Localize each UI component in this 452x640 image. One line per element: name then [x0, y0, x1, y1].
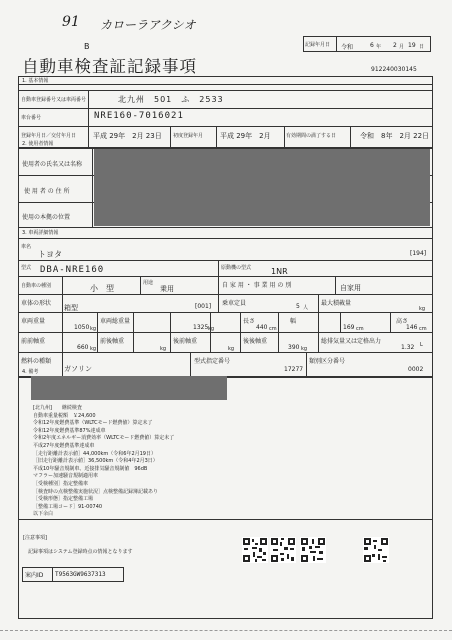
max-load-unit: kg [419, 306, 426, 312]
capacity-label: 乗車定員 [222, 300, 247, 307]
remark-line: 自動車重量税額 ￥24,600 [33, 412, 96, 419]
first-year-label: 初度登録年月 [173, 133, 204, 139]
remark-line: ［検査時の点検整備実施状況］点検整備記録簿記載あり [33, 488, 159, 495]
handwritten-car-name: カローラアクシオ [100, 18, 196, 32]
front-front-axle-value: 660 [77, 344, 89, 351]
remark-line: マフラー加速騒音規制適用車 [33, 473, 99, 480]
notice-text: 記録事項はシステム登録時点の情報となります [28, 549, 133, 555]
form-letter: B [84, 42, 90, 51]
case-id-value: T9563GW9637313 [55, 571, 106, 578]
fuel-type-value: ガソリン [64, 365, 92, 373]
section3-heading: 3. 車両詳細情報 [22, 230, 59, 236]
base-location-label: 使用の本拠の位置 [22, 214, 71, 221]
use-value: 乗用 [160, 285, 174, 293]
handwritten-number: 91 [62, 14, 80, 30]
height-value: 146 [406, 324, 418, 331]
remark-line: ［整備工場コード］91-00740 [33, 503, 103, 510]
first-reg-value: 平成 29年 2月 23日 [93, 132, 162, 140]
fuel-type-label: 燃料の種類 [21, 358, 52, 365]
remark-line: 平成27年度燃費基準達成車 [33, 442, 95, 449]
gross-weight-unit: kg [208, 326, 215, 332]
gross-weight-value: 1325 [193, 324, 209, 331]
document-number: 912240030145 [371, 66, 417, 73]
case-id-label: 案内ID [25, 572, 44, 579]
body-shape-value: 箱型 [64, 304, 78, 312]
section1-heading: 1. 基本情報 [22, 78, 49, 84]
chassis-value: NRE160-7016021 [94, 111, 184, 121]
width-unit: cm [356, 326, 364, 332]
front-rear-axle-label: 前後軸重 [100, 338, 125, 345]
displacement-unit: L [420, 342, 423, 348]
reg-number-label: 自動車登録番号又は車両番号 [21, 97, 87, 103]
first-year-value: 平成 29年 2月 [220, 132, 271, 140]
width-value: 169 [343, 324, 355, 331]
height-label: 高さ [396, 318, 409, 325]
body-shape-code: [001] [195, 303, 212, 310]
type-approval-value: 17277 [284, 366, 304, 373]
remarks-redaction [31, 376, 227, 400]
maker-code: [194] [410, 250, 427, 257]
remark-line: 令和12年度燃費基準（WLTCモード燃費値）算定未了 [33, 420, 153, 427]
issued-year-unit: 年 [376, 44, 382, 50]
issued-month: 2 [393, 42, 397, 49]
front-rear-axle-unit: kg [160, 346, 167, 352]
capacity-value: 5 [296, 303, 300, 310]
displacement-label: 総排気量又は定格出力 [321, 338, 382, 345]
model-value: DBA-NRE160 [40, 265, 105, 275]
rear-front-axle-label: 後前軸重 [173, 338, 198, 345]
user-name-label: 使用者の氏名又は名称 [22, 161, 83, 168]
rear-rear-axle-unit: kg [301, 346, 308, 352]
rear-rear-axle-value: 390 [288, 344, 300, 351]
remark-line: [北九州] 継続検査 [33, 405, 82, 411]
issued-era: 令和 [341, 44, 354, 51]
section4-heading: 4. 備考 [22, 369, 39, 375]
qr-code-icon [300, 537, 326, 563]
notice-heading: [注意事項] [23, 535, 47, 541]
use-label: 用途 [143, 280, 154, 286]
weight-unit: kg [90, 326, 97, 332]
private-business-value: 自家用 [340, 284, 361, 292]
width-label: 幅 [290, 318, 297, 325]
engine-value: 1NR [271, 267, 288, 276]
remark-line: 以下余白 [33, 511, 54, 518]
remark-line: 令和2年度エネルギー消費効率（WLTCモード燃費値）算定未了 [33, 435, 175, 442]
issued-year: 6 [370, 42, 374, 49]
expiry-label: 有効期間の満了する日 [286, 133, 337, 139]
remark-line: 令和12年度燃費基準87%達成車 [33, 427, 106, 434]
remark-line: ［旧走行距離計表示値］36,500km（令和4年2月3日） [33, 458, 158, 465]
length-label: 長さ [243, 318, 256, 325]
weight-value: 1050 [74, 324, 90, 331]
section2-heading: 2. 使用者情報 [22, 141, 54, 147]
rear-front-axle-unit: kg [228, 346, 235, 352]
perforation-line [0, 630, 452, 631]
maker-label: 車名 [21, 244, 32, 250]
weight-label: 車両重量 [21, 318, 46, 325]
issued-day: 19 [408, 42, 416, 49]
remark-line: ［走行距離計表示値］44,000km（令和6年2月19日） [33, 450, 156, 457]
expiry-value: 令和 8年 2月 22日 [360, 132, 430, 140]
user-address-label: 使 用 者 の 住 所 [24, 188, 70, 195]
body-shape-label: 車体の形状 [21, 300, 52, 307]
qr-code-icon [242, 537, 268, 563]
document-title: 自動車検査証記録事項 [22, 57, 197, 76]
remarks-list [33, 405, 174, 519]
max-load-label: 最大積載量 [321, 300, 352, 307]
class-number-label: 類別区分番号 [309, 358, 346, 365]
front-front-axle-label: 前前軸重 [21, 338, 46, 345]
displacement-value: 1.32 [401, 344, 415, 351]
reg-number-value: 北九州 501 ふ 2533 [118, 95, 224, 104]
vehicle-type-label: 自動車の種別 [21, 283, 52, 289]
remark-line: 平成10年騒音規制車、近接排気騒音規制値 96dB [33, 465, 148, 472]
length-value: 440 [256, 324, 268, 331]
type-approval-label: 型式指定番号 [194, 358, 231, 365]
remark-line: ［受検種別］指定整備車 [33, 480, 89, 487]
remark-line: ［受検形態］指定整備工場 [33, 496, 94, 503]
class-number-value: 0002 [408, 366, 424, 373]
chassis-label: 車台番号 [21, 115, 42, 121]
front-front-axle-unit: kg [90, 346, 97, 352]
vehicle-type-value: 小 型 [90, 284, 114, 293]
gross-weight-label: 車両総重量 [100, 318, 131, 325]
issued-month-unit: 月 [399, 44, 405, 50]
model-label: 型式 [21, 265, 32, 271]
height-unit: cm [419, 326, 427, 332]
issued-day-unit: 日 [419, 44, 425, 50]
user-info-redaction [94, 149, 430, 226]
capacity-unit: 人 [303, 305, 309, 311]
first-reg-label: 登録年月日／交付年月日 [21, 133, 77, 139]
engine-label: 原動機の型式 [221, 265, 252, 271]
private-business-label: 自 家 用 ・ 事 業 用 の 別 [222, 282, 292, 289]
maker-value: トヨタ [38, 250, 62, 259]
rear-rear-axle-label: 後後軸重 [243, 338, 268, 345]
qr-code-icon [270, 537, 296, 563]
issued-date-label: 記録年月日 [305, 42, 331, 48]
length-unit: cm [269, 326, 277, 332]
qr-code-icon [363, 537, 389, 563]
